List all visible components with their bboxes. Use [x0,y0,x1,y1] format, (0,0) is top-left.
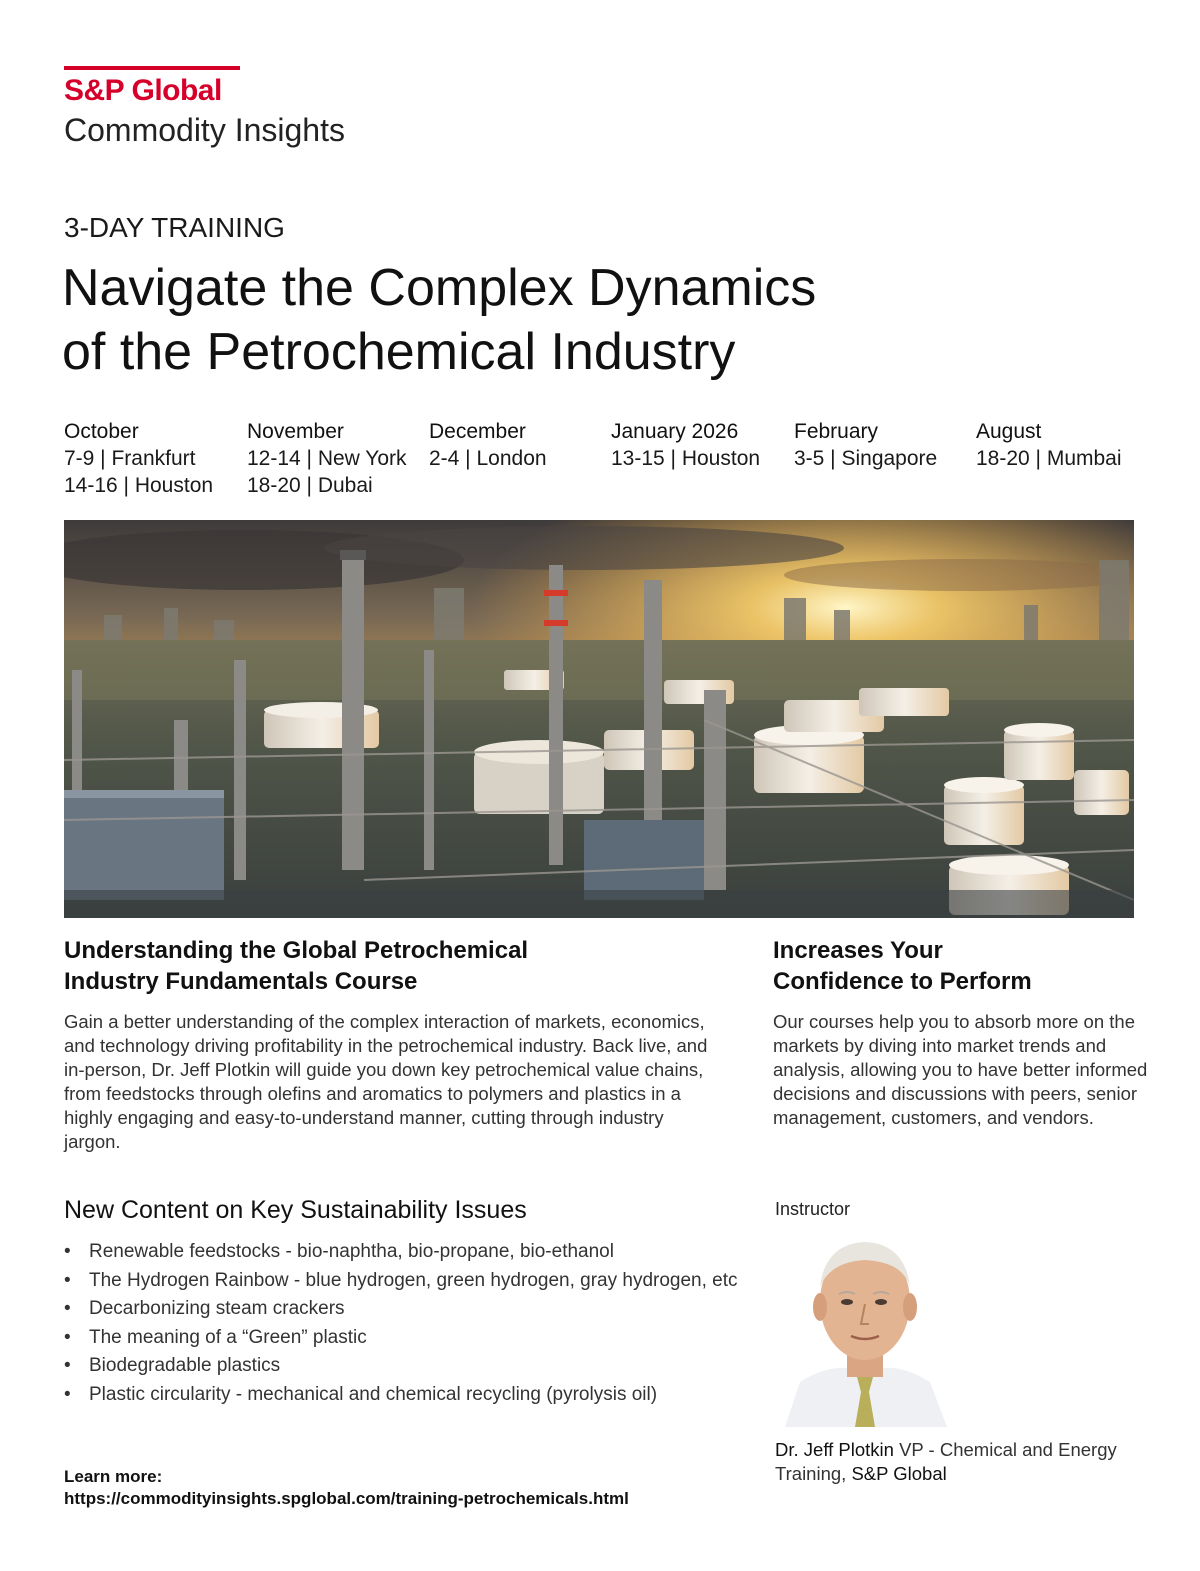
schedule-column-january [611,418,760,472]
course-title-line-2: Industry Fundamentals Course [64,968,418,995]
list-item-text: Decarbonizing steam crackers [89,1298,345,1319]
instructor-company: S&P Global [851,1463,947,1484]
confidence-section [773,935,1153,1130]
schedule-column-august [976,418,1122,472]
list-item [64,1326,744,1350]
schedule-date: 14-16 | Houston [64,474,214,497]
course-description: Gain a better understanding of the complex interaction of markets, economics, and technology driving profitability in the petrochemical industry. Back live, and in-person, Dr. Jeff Plotkin will guide you down key petrochemical value chains, from feedstocks through olefins and aromatics to polymers and plastics in a highly engaging and easy-to-understand manner, cutting through industry jargon. [64,1011,708,1152]
instructor-credit [775,1438,1155,1486]
schedule-month: February [794,420,879,443]
learn-more [64,1466,629,1510]
instructor-label: Instructor [775,1199,851,1219]
schedule-column-october [64,418,213,499]
list-item-text: Biodegradable plastics [89,1355,281,1376]
bullet-icon: • [64,1298,71,1319]
list-item [64,1269,744,1293]
brand-subtitle: Commodity Insights [64,112,345,148]
course-title [64,935,724,997]
list-item-text: The Hydrogen Rainbow - blue hydrogen, green hydrogen, gray hydrogen, etc [89,1269,738,1291]
schedule-month: January 2026 [611,420,739,443]
training-eyebrow: 3-DAY TRAINING [64,212,285,243]
brand-name: S&P Global [64,74,222,107]
list-item [64,1383,744,1407]
page-title-line-2: of the Petrochemical Industry [62,323,736,381]
instructor-name: Dr. Jeff Plotkin [775,1439,894,1460]
bullet-icon: • [64,1241,71,1262]
confidence-description: Our courses help you to absorb more on the markets by diving into market trends and analysis, allowing you to have better informed decisions and discussions with peers, senior management, customers, and vendors. [773,1011,1148,1128]
list-item-text: Renewable feedstocks - bio-naphtha, bio-propane, bio-ethanol [89,1241,614,1262]
learn-more-label: Learn more: [64,1467,163,1486]
learn-more-link[interactable]: https://commodityinsights.spglobal.com/training-petrochemicals.html [64,1489,629,1508]
schedule-date: 12-14 | New York [247,447,407,470]
schedule-column-february [794,418,937,472]
schedule-date: 13-15 | Houston [611,447,761,470]
instructor-title: VP - Chemical and Energy Training, [775,1439,1117,1484]
schedule-column-december [429,418,547,472]
refinery-illustration [64,520,1134,918]
schedule-month: August [976,420,1042,443]
course-title-line-1: Understanding the Global Petrochemical [64,937,529,964]
confidence-title [773,935,1153,997]
list-item-text: The meaning of a “Green” plastic [89,1326,367,1348]
list-item [64,1297,744,1321]
page-title [62,256,1062,384]
schedule-date: 7-9 | Frankfurt [64,447,196,470]
course-section [64,935,724,1154]
bullet-icon: • [64,1355,71,1376]
bullet-icon: • [64,1326,71,1348]
confidence-title-line-2: Confidence to Perform [773,968,1032,995]
hero-refinery-image [64,520,1134,918]
instructor-portrait-illustration [775,1232,955,1427]
list-item [64,1354,744,1378]
schedule-date: 2-4 | London [429,447,547,470]
sustainability-title: New Content on Key Sustainability Issues [64,1196,527,1224]
list-item-text: Plastic circularity - mechanical and chemical recycling (pyrolysis oil) [89,1383,658,1405]
confidence-title-line-1: Increases Your [773,937,943,964]
list-item [64,1240,744,1264]
schedule-month: December [429,420,526,443]
sustainability-list [64,1240,744,1411]
schedule-column-november [247,418,407,499]
page-title-line-1: Navigate the Complex Dynamics [62,259,817,317]
schedule-month: November [247,420,344,443]
schedule-date: 3-5 | Singapore [794,447,938,470]
schedule [64,418,1144,500]
instructor-photo [775,1232,955,1427]
schedule-date: 18-20 | Mumbai [976,447,1122,470]
bullet-icon: • [64,1383,71,1405]
logo-rule [64,66,240,70]
brand-logo [64,66,345,148]
bullet-icon: • [64,1269,71,1291]
schedule-date: 18-20 | Dubai [247,474,373,497]
schedule-month: October [64,420,139,443]
